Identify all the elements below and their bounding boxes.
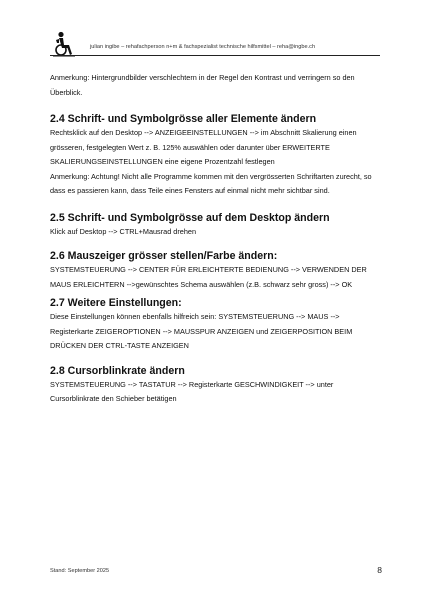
header-text: julian ingibe – rehafachperson n+m & fachspezialist technische hilfsmittel – reha@ingbe.ch <box>90 44 316 50</box>
section-2-7-paragraph: Diese Einstellungen können ebenfalls hilfreich sein: SYSTEMSTEUERUNG --> MAUS --> Registerkarte ZEIGEROPTIONEN --> MAUSSPUR ANZEIGEN und ZEIGERPOSITION BEIM DRÜCKEN DER CTRL-TASTE ANZEIGEN <box>50 312 353 350</box>
section-2-6-paragraph: SYSTEMSTEUERUNG --> CENTER FÜR ERLEICHTERTE BEDIENUNG --> VERWENDEN DER MAUS ERLEICHTERN -->gewünschtes Schema auswählen (z.B. schwarz sehr gross) --> OK <box>50 265 367 289</box>
section-heading-2-6: 2.6 Mauszeiger grösser stellen/Farbe ändern: <box>50 250 278 262</box>
section-heading-2-8: 2.8 Cursorblinkrate ändern <box>50 364 185 377</box>
header-divider <box>50 55 380 56</box>
section-2-8-paragraph: SYSTEMSTEUERUNG --> TASTATUR --> Registerkarte GESCHWINDIGKEIT --> unter Cursorblinkrate den Schieber betätigen <box>50 379 334 403</box>
section-heading-2-5: 2.5 Schrift- und Symbolgrösse auf dem Desktop ändern <box>50 211 330 224</box>
page-header <box>50 31 380 57</box>
wheelchair-user-icon <box>50 31 76 57</box>
section-2-4-note: Anmerkung: Achtung! Nicht alle Programme kommen mit den vergrösserten Schriftarten zurecht, so dass es passieren kann, dass Teile eines Fensters auf einmal nicht mehr sichtbar sind. <box>50 171 372 195</box>
section-2-5-paragraph: Klick auf Desktop --> CTRL+Mausrad drehen <box>50 226 197 236</box>
page-number: 8 <box>377 565 382 575</box>
footer-stand: Stand: September 2025 <box>50 568 110 574</box>
section-heading-2-4: 2.4 Schrift- und Symbolgrösse aller Elemente ändern <box>50 113 317 125</box>
page-footer <box>50 565 382 577</box>
section-2-4-paragraph: Rechtsklick auf den Desktop --> ANZEIGEEINSTELLUNGEN --> im Abschnitt Skalierung einen grösseren, festgelegten Wert z. B. 125% auswählen oder darunter über ERWEITERTE SKALIERUNGSEINSTELLUNGEN eine eigene Prozentzahl festlegen <box>50 128 357 166</box>
page-content <box>50 71 382 407</box>
intro-note: Anmerkung: Hintergrundbilder verschlechtern in der Regel den Kontrast und verringern so den Überblick. <box>50 73 355 97</box>
section-heading-2-7: 2.7 Weitere Einstellungen: <box>50 297 182 309</box>
